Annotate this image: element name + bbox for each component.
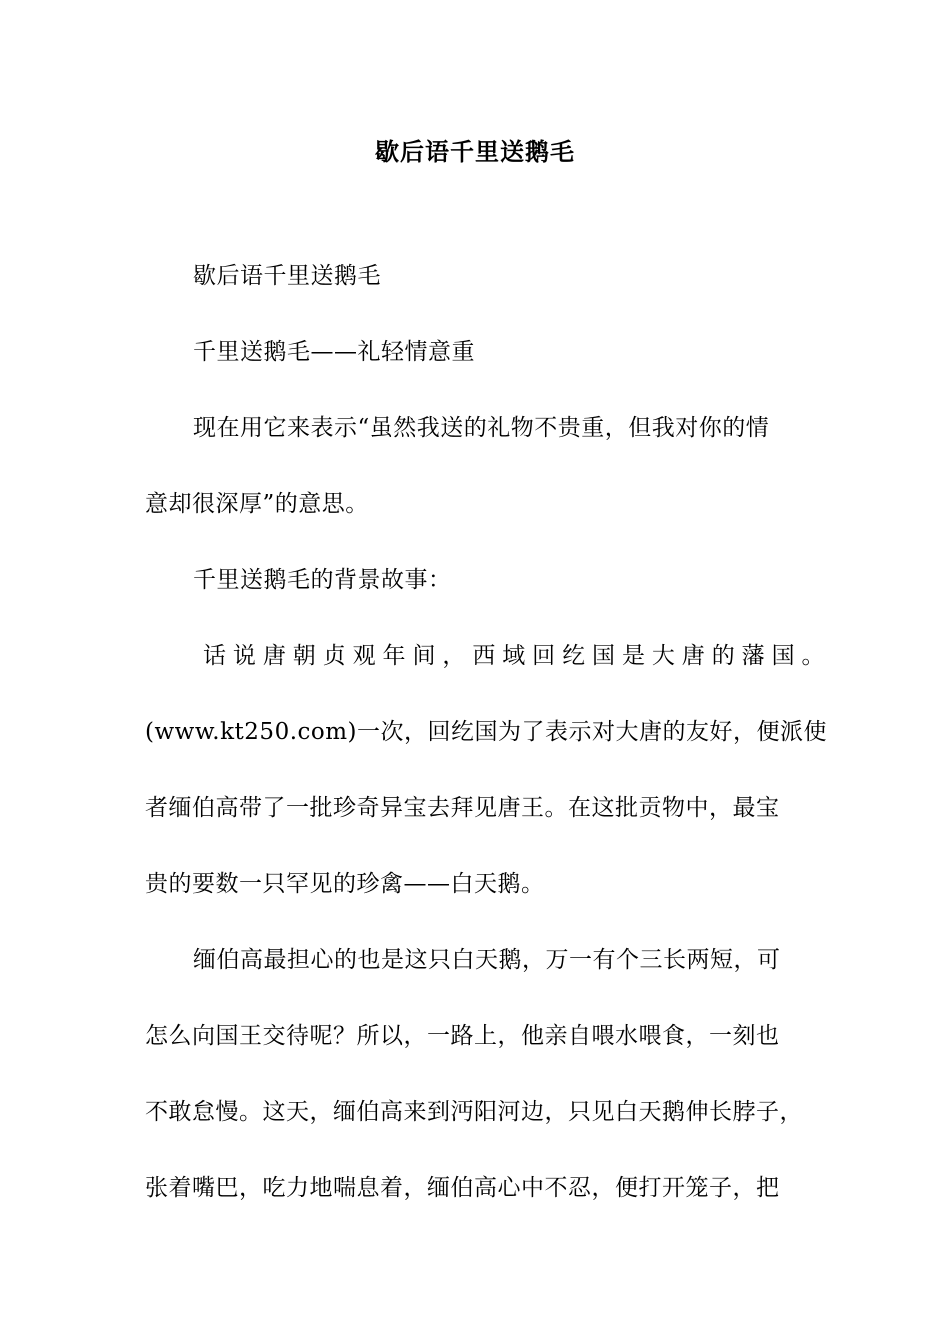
paragraph-line: 怎么向国王交待呢？所以，一路上，他亲自喂水喂食，一刻也: [145, 1023, 780, 1049]
paragraph-line: 意却很深厚”的意思。: [145, 491, 369, 517]
paragraph-line: 张着嘴巴，吃力地喘息着，缅伯高心中不忍，便打开笼子，把: [145, 1175, 780, 1201]
paragraph-line: 千里送鹅毛——礼轻情意重: [193, 339, 475, 365]
paragraph-line: 者缅伯高带了一批珍奇异宝去拜见唐王。在这批贡物中，最宝: [145, 795, 780, 821]
document-body: [145, 251, 828, 1239]
paragraph-line: (www.kt250.com)一次，回纥国为了表示对大唐的友好，便派使: [145, 719, 828, 745]
paragraph-line: 话说唐朝贞观年间，西域回纥国是大唐的藩国。: [203, 643, 825, 669]
paragraph-line: 现在用它来表示“虽然我送的礼物不贵重，但我对你的情: [193, 415, 770, 441]
paragraph-line: 不敢怠慢。这天，缅伯高来到沔阳河边，只见白天鹅伸长脖子，: [145, 1099, 803, 1125]
document-title: 歇后语千里送鹅毛: [375, 137, 575, 166]
paragraph-line: 贵的要数一只罕见的珍禽——白天鹅。: [145, 871, 545, 897]
paragraph-line: 千里送鹅毛的背景故事：: [193, 567, 452, 593]
paragraph-line: 歇后语千里送鹅毛: [193, 263, 381, 289]
paragraph-line: 缅伯高最担心的也是这只白天鹅，万一有个三长两短，可: [193, 947, 781, 973]
